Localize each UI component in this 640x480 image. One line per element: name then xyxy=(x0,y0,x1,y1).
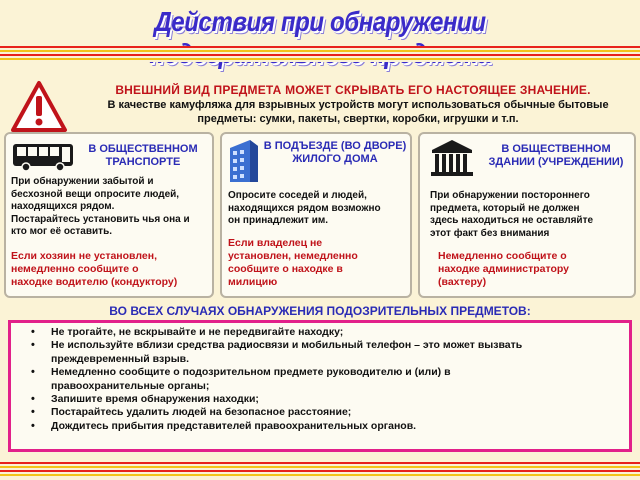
alert-line: милицию xyxy=(228,276,278,288)
card-title xyxy=(478,143,634,169)
card-residential-building xyxy=(220,132,412,298)
text-line: он принадлежит им. xyxy=(228,215,329,226)
list-item: • Немедленно сообщите о подозрительном предмете руководителю и (или) в xyxy=(51,366,629,379)
list-item: • Не трогайте, не вскрывайте и не передвигайте находку; xyxy=(51,326,629,339)
list-item: • Запишите время обнаружения находки; xyxy=(51,393,629,406)
text-line: бесхозной вещи опросите людей, xyxy=(11,188,180,200)
alert-line: сообщите о находке в xyxy=(228,263,343,275)
alert-line: находке водителю (кондуктору) xyxy=(11,276,178,288)
alert-line: установлен, немедленно xyxy=(228,250,358,262)
alert-line: Если владелец не xyxy=(228,237,323,249)
card-title xyxy=(76,143,210,169)
card-title xyxy=(260,140,410,166)
text-line: кто мог её оставить. xyxy=(11,226,112,237)
public-building-icon xyxy=(430,138,474,178)
page-title: Действия при обнаружении xyxy=(154,6,486,37)
all-cases-heading: ВО ВСЕХ СЛУЧАЯХ ОБНАРУЖЕНИЯ ПОДОЗРИТЕЛЬНЫХ ПРЕДМЕТОВ: xyxy=(109,304,531,318)
apartment-building-icon xyxy=(226,138,262,184)
text-line: предмета, который не должен xyxy=(430,202,580,214)
warning-heading: ВНЕШНИЙ ВИД ПРЕДМЕТА МОЖЕТ СКРЫВАТЬ ЕГО НАСТОЯЩЕЕ ЗНАЧЕНИЕ. xyxy=(115,83,591,97)
card-alert xyxy=(11,250,215,289)
text-line: находящихся рядом. xyxy=(11,201,115,212)
warning-text xyxy=(78,98,638,126)
card-text xyxy=(228,190,410,228)
bottom-decorative-stripes xyxy=(0,462,640,478)
card-title-line: ЗДАНИИ (УЧРЕЖДЕНИИ) xyxy=(488,156,624,168)
list-item: • Не используйте вблизи средства радиосвязи и мобильный телефон – это может вызвать xyxy=(51,339,629,352)
text-line: этот факт без внимания xyxy=(430,227,550,239)
text-line: При обнаружении постороннего xyxy=(430,190,590,201)
card-alert xyxy=(438,250,634,289)
warning-line: В качестве камуфляжа для взрывных устройств могут использоваться обычные бытовые xyxy=(107,99,609,111)
text-line: Постарайтесь установить чья она и xyxy=(11,213,190,225)
text-line: здесь находиться не оставляйте xyxy=(430,215,594,226)
list-item: • Постарайтесь удалить людей на безопасное расстояние; xyxy=(51,406,629,419)
card-title-line: В ОБЩЕСТВЕННОМ xyxy=(88,143,198,155)
rules-box xyxy=(8,320,632,452)
list-item-continuation: правоохранительные органы; xyxy=(51,379,210,392)
list-item-continuation: преждевременный взрыв. xyxy=(51,352,190,365)
alert-line: Немедленно сообщите о xyxy=(438,250,567,262)
alert-line: (вахтеру) xyxy=(438,276,487,288)
card-public-transport xyxy=(4,132,214,298)
card-text xyxy=(430,190,634,240)
top-decorative-stripes xyxy=(0,46,640,62)
warning-line: предметы: сумки, пакеты, свертки, коробки, игрушки и т.п. xyxy=(197,113,519,125)
alert-line: Если хозяин не установлен, xyxy=(11,250,158,262)
list-item: • Дождитесь прибытия представителей правоохранительных органов. xyxy=(51,420,629,433)
card-text xyxy=(11,176,215,239)
warning-icon xyxy=(10,80,68,134)
alert-line: немедленно сообщите о xyxy=(11,263,139,275)
rules-list xyxy=(11,326,629,433)
card-title-line: ЖИЛОГО ДОМА xyxy=(292,153,378,165)
alert-line: находке администратору xyxy=(438,263,570,275)
bus-icon xyxy=(12,142,74,172)
card-alert xyxy=(228,237,410,289)
card-title-line: В ПОДЪЕЗДЕ (ВО ДВОРЕ) xyxy=(263,140,407,152)
text-line: находящихся рядом возможно xyxy=(228,202,381,214)
card-public-building xyxy=(418,132,636,298)
text-line: При обнаружении забытой и xyxy=(11,176,154,187)
card-title-line: В ОБЩЕСТВЕННОМ xyxy=(501,143,611,155)
card-title-line: ТРАНСПОРТЕ xyxy=(105,156,181,168)
text-line: Опросите соседей и людей, xyxy=(228,190,367,201)
